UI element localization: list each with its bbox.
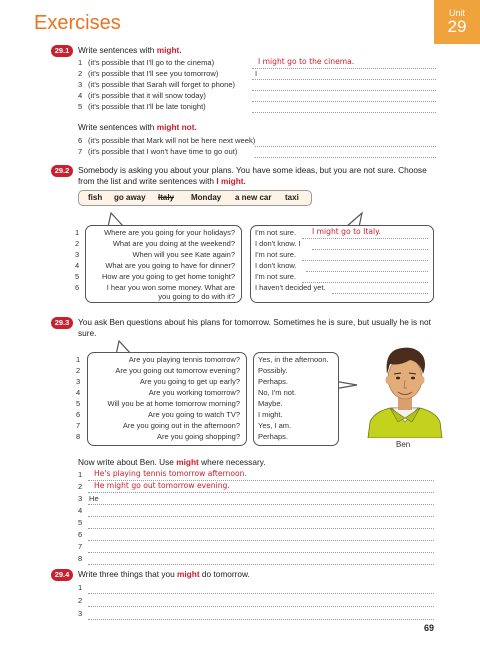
ex2-answer-start: I'm not sure.: [255, 228, 297, 237]
item-prompt: (it's possible that Mark will not be here next week): [88, 136, 256, 145]
ex3-write-number: 2: [78, 482, 83, 491]
ex2-q-number: 2: [75, 239, 80, 248]
exercise-number-29-2: 29.2: [51, 165, 73, 177]
ex4-instruction-text: do tomorrow.: [199, 569, 250, 579]
ex4-line-number: 1: [78, 583, 83, 592]
item-number: 2: [78, 69, 83, 78]
ex3-write-number: 8: [78, 554, 83, 563]
ex2-instruction-text: from the list and write sentences with: [78, 176, 217, 186]
ex3-write-number: 3: [78, 494, 83, 503]
ex2-answer-start: I'm not sure.: [255, 250, 297, 259]
answer-line[interactable]: [252, 102, 436, 113]
answer-line[interactable]: [252, 91, 436, 102]
ex2-question: When will you see Kate again?: [132, 250, 235, 259]
ex2-q-number: 5: [75, 272, 80, 281]
ben-reply: Yes, in the afternoon.: [258, 355, 329, 364]
page-number: 69: [424, 623, 435, 633]
item-number: 5: [78, 102, 83, 111]
ex1-instruction-2-key: might not.: [156, 122, 197, 132]
ben-caption: Ben: [396, 440, 411, 449]
ex3-q-number: 6: [76, 410, 81, 419]
ex3-question: Are you going shopping?: [157, 432, 240, 441]
ex2-answer-start: I'm not sure.: [255, 272, 297, 281]
item-number: 4: [78, 91, 83, 100]
answer-prefix: I: [255, 69, 258, 78]
answer-line[interactable]: [88, 518, 434, 529]
ex4-instruction: [78, 569, 250, 580]
ex2-question: Where are you going for your holidays?: [104, 228, 235, 237]
ex2-answer-start: I don't know.: [255, 261, 297, 270]
answer-line[interactable]: [306, 261, 428, 272]
answer-prefix: He: [89, 494, 99, 503]
exercise-number-29-1: 29.1: [51, 45, 73, 57]
ben-reply: Possibly.: [258, 366, 288, 375]
ex2-question: you going to do with it?: [158, 292, 235, 301]
ex2-instruction-line-2: [78, 176, 428, 187]
ex2-question: What are you doing at the weekend?: [112, 239, 235, 248]
ex2-q-number: 1: [75, 228, 80, 237]
ex4-line-number: 2: [78, 596, 83, 605]
answer-line[interactable]: [252, 69, 436, 80]
handwritten-answer: He might go out tomorrow evening.: [94, 481, 230, 490]
word-a-new-car: a new car: [235, 193, 272, 202]
ex3-write-number: 5: [78, 518, 83, 527]
ex2-q-number: 3: [75, 250, 80, 259]
ben-reply: Perhaps.: [258, 432, 289, 441]
ex2-instruction: [78, 165, 428, 187]
answer-line[interactable]: [302, 272, 428, 283]
answer-line[interactable]: [88, 583, 434, 594]
ex3-write-number: 1: [78, 470, 83, 479]
ex1-instruction: [78, 45, 182, 56]
ex1-instruction-2: [78, 122, 197, 133]
ex3-q-number: 1: [76, 355, 81, 364]
ex4-line-number: 3: [78, 609, 83, 618]
ex3-question: Are you going to get up early?: [139, 377, 240, 386]
ex3-question: Are you playing tennis tomorrow?: [128, 355, 240, 364]
ex3-question: Are you going to watch TV?: [148, 410, 240, 419]
ex3-question: Will you be at home tomorrow morning?: [107, 399, 240, 408]
exercise-number-29-4: 29.4: [51, 569, 73, 581]
ex1-item: [78, 69, 218, 78]
answer-line[interactable]: [332, 283, 428, 294]
ex3-instruction-line-2: sure.: [78, 328, 97, 338]
handwritten-answer: I might go to the cinema.: [258, 57, 355, 66]
item-number: 6: [78, 136, 83, 145]
ex4-instruction-key: might: [177, 569, 200, 579]
item-prompt: (it's possible that Sarah will forget to phone): [88, 80, 236, 89]
ex1-item: [78, 80, 235, 89]
ex1-item: [78, 147, 237, 156]
ex4-instruction-text: Write three things that you: [78, 569, 177, 579]
ex3-instruction-line-1: You ask Ben questions about his plans for tomorrow. Sometimes he is sure, but usually he is not: [78, 317, 431, 327]
ex3-q-number: 2: [76, 366, 81, 375]
ex3-question: Are you going out in the afternoon?: [122, 421, 240, 430]
ex3-instruction-2-text: Now write about Ben. Use: [78, 457, 177, 467]
ex1-item: [78, 58, 214, 67]
answer-line[interactable]: [88, 506, 434, 517]
answer-line[interactable]: [255, 136, 436, 147]
answer-line[interactable]: [255, 147, 436, 158]
ex1-instruction-text: Write sentences with: [78, 45, 157, 55]
ex1-instruction-key: might.: [156, 45, 182, 55]
ex3-write-number: 4: [78, 506, 83, 515]
exercise-number-29-3: 29.3: [51, 317, 73, 329]
answer-line[interactable]: [88, 609, 434, 620]
item-number: 1: [78, 58, 83, 67]
handwritten-answer: He's playing tennis tomorrow afternoon.: [94, 469, 247, 478]
ex2-answer-start: I haven't decided yet.: [255, 283, 326, 292]
ben-reply: Maybe.: [258, 399, 283, 408]
answer-line[interactable]: [88, 554, 434, 565]
ben-reply: Perhaps.: [258, 377, 289, 386]
word-fish: fish: [88, 193, 103, 202]
ex1-instruction-2-text: Write sentences with: [78, 122, 157, 132]
ex2-question: I hear you won some money. What are: [106, 283, 235, 292]
word-go-away: go away: [114, 193, 146, 202]
answer-line[interactable]: [252, 80, 436, 91]
ex2-instruction-line-1: Somebody is asking you about your plans. You have some ideas, but you are not sure. Choose: [78, 165, 427, 175]
ex3-instruction-2-text: where necessary.: [198, 457, 266, 467]
ex3-write-number: 7: [78, 542, 83, 551]
ex3-q-number: 8: [76, 432, 81, 441]
ex3-question: Are you working tomorrow?: [148, 388, 240, 397]
ex3-q-number: 4: [76, 388, 81, 397]
item-prompt: (it's possible that I'll be late tonight): [88, 102, 206, 111]
ben-reply: No, I'm not.: [258, 388, 297, 397]
ex2-instruction-key: I might.: [216, 176, 246, 186]
page-title: Exercises: [34, 12, 121, 34]
ex3-instruction: [78, 317, 433, 339]
ex2-answer-start: I don't know. I: [255, 239, 301, 248]
ben-illustration: [360, 338, 450, 438]
word-taxi: taxi: [285, 193, 299, 202]
ex3-instruction-2-key: might: [176, 457, 199, 467]
ex2-question: What are you going to have for dinner?: [105, 261, 235, 270]
ben-reply: I might.: [258, 410, 283, 419]
ex1-item: [78, 136, 255, 145]
item-number: 3: [78, 80, 83, 89]
ex2-q-number: 4: [75, 261, 80, 270]
ex3-question: Are you going out tomorrow evening?: [115, 366, 240, 375]
answer-line[interactable]: [312, 239, 428, 250]
ex1-item: [78, 102, 206, 111]
unit-number: 29: [447, 17, 467, 36]
answer-line[interactable]: [88, 542, 434, 553]
answer-line[interactable]: [88, 530, 434, 541]
unit-tab: [434, 0, 480, 44]
ben-reply: Yes, I am.: [258, 421, 292, 430]
ex2-question: How are you going to get home tonight?: [101, 272, 235, 281]
item-number: 7: [78, 147, 83, 156]
item-prompt: (it's possible that I'll see you tomorrow): [88, 69, 219, 78]
item-prompt: (it's possible that I won't have time to go out): [88, 147, 238, 156]
answer-line[interactable]: [88, 596, 434, 607]
ex1-item: [78, 91, 206, 100]
ex3-write-number: 6: [78, 530, 83, 539]
ex2-q-number: 6: [75, 283, 80, 292]
answer-line[interactable]: [88, 494, 434, 505]
word-monday: Monday: [191, 193, 222, 202]
unit-label: Unit: [448, 8, 465, 18]
handwritten-answer: I might go to Italy.: [312, 227, 381, 236]
ex3-q-number: 5: [76, 399, 81, 408]
ex3-q-number: 7: [76, 421, 81, 430]
answer-line[interactable]: [302, 250, 428, 261]
item-prompt: (it's possible that it will snow today): [88, 91, 206, 100]
item-prompt: (it's possible that I'll go to the cinema): [88, 58, 215, 67]
ex3-q-number: 3: [76, 377, 81, 386]
word-italy-crossed-out: Italy: [158, 193, 175, 202]
ex3-instruction-2: [78, 457, 266, 468]
